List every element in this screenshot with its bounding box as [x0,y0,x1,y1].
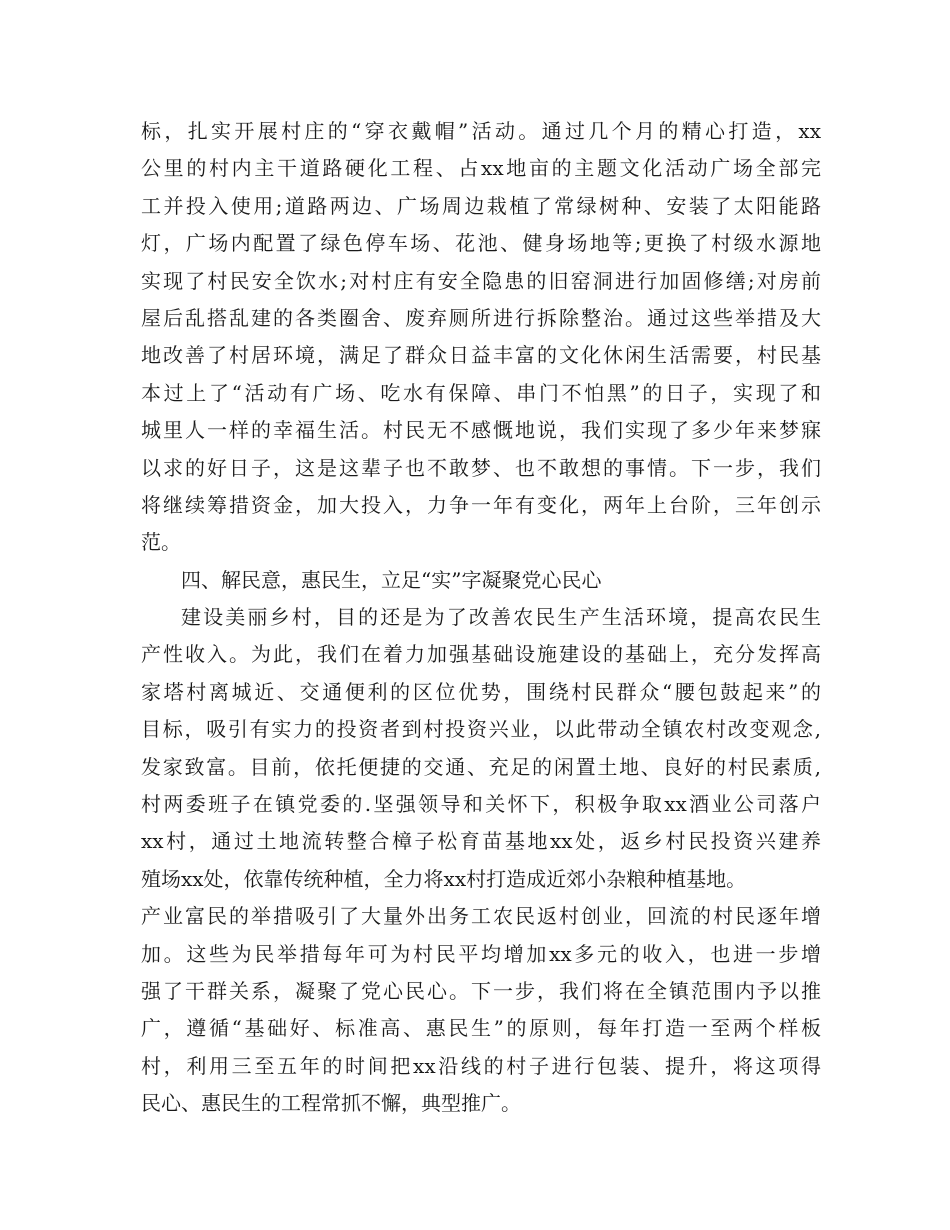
section-heading: 四、解民意，惠民生，立足“实”字凝聚党心民心 [181,567,602,592]
text-line: 范。 [141,530,181,555]
text-line: 屋后乱搭乱建的各类圈舍、废弃厕所进行拆除整治。通过这些举措及大 [141,305,821,330]
text-line: 村，利用三至五年的时间把xx沿线的村子进行包装、提升，将这项得 [141,1053,821,1078]
text-line: 标，扎实开展村庄的“穿衣戴帽”活动。通过几个月的精心打造，xx [141,119,821,143]
text-line: 村两委班子在镇党委的.坚强领导和关怀下，积极争取xx酒业公司落户 [141,792,821,817]
text-line: 以求的好日子，这是这辈子也不敢梦、也不敢想的事情。下一步，我们 [141,455,821,480]
text-line: 产业富民的举措吸引了大量外出务工农民返村创业，回流的村民逐年增 [141,904,821,929]
text-line: 发家致富。目前，依托便捷的交通、充足的闲置土地、良好的村民素质, [141,754,821,779]
text-line: 强了干群关系，凝聚了党心民心。下一步，我们将在全镇范围内予以推 [141,978,821,1003]
text-line: 家塔村离城近、交通便利的区位优势，围绕村民群众“腰包鼓起来”的 [141,679,821,704]
text-line: 目标，吸引有实力的投资者到村投资兴业，以此带动全镇农村改变观念, [141,717,821,742]
text-line: 产性收入。为此，我们在着力加强基础设施建设的基础上，充分发挥高 [141,642,821,667]
text-line: 实现了村民安全饮水;对村庄有安全隐患的旧窑洞进行加固修缮;对房前 [141,268,821,293]
body-text [141,113,821,1123]
text-line: 民心、惠民生的工程常抓不懈，典型推广。 [141,1091,521,1116]
text-line: 殖场xx处，依靠传统种植，全力将xx村打造成近郊小杂粮种植基地。 [141,866,747,891]
text-line: 城里人一样的幸福生活。村民无不感慨地说，我们实现了多少年来梦寐 [141,418,821,443]
text-line: 公里的村内主干道路硬化工程、占xx地亩的主题文化活动广场全部完 [141,156,821,181]
text-line: 本过上了“活动有广场、吃水有保障、串门不怕黑”的日子，实现了和 [141,380,821,405]
text-line: 地改善了村居环境，满足了群众日益丰富的文化休闲生活需要，村民基 [141,343,821,368]
text-line: 工并投入使用;道路两边、广场周边栽植了常绿树种、安装了太阳能路 [141,193,821,218]
text-line: 将继续筹措资金，加大投入，力争一年有变化，两年上台阶，三年创示 [141,492,821,517]
paragraph-first-line: 建设美丽乡村，目的还是为了改善农民生产生活环境，提高农民生 [181,605,821,630]
text-line: 广，遵循“基础好、标准高、惠民生”的原则，每年打造一至两个样板 [141,1016,821,1041]
text-line: 灯，广场内配置了绿色停车场、花池、健身场地等;更换了村级水源地 [141,231,821,256]
text-line: 加。这些为民举措每年可为村民平均增加xx多元的收入，也进一步增 [141,941,821,966]
text-line: xx村，通过土地流转整合樟子松育苗基地xx处，返乡村民投资兴建养 [141,829,821,854]
